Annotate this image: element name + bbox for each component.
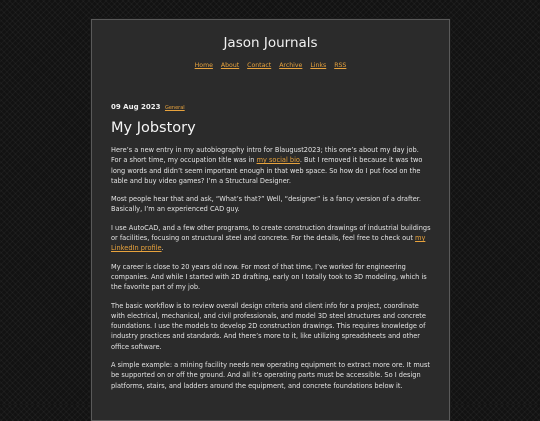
nav-contact-link[interactable]: Contact <box>247 62 272 69</box>
social-bio-link[interactable]: my social bio <box>256 156 300 165</box>
blog-post <box>92 103 449 391</box>
linkedin-profile-link[interactable]: my LinkedIn profile <box>111 234 426 253</box>
nav-about-link[interactable]: About <box>220 62 240 69</box>
nav-home-link[interactable]: Home <box>194 62 213 69</box>
post-date: 09 Aug 2023 <box>111 103 161 111</box>
post-paragraph: Most people hear that and ask, “What’s that?” Well, “designer” is a fancy version of a drafter. Basically, I’m an experienced CAD guy. <box>111 195 421 214</box>
page-container <box>91 19 450 421</box>
paragraph-text: Here’s a new entry in my autobiography intro for Blaugust2023; this one’s about my day job. For a short time, my occupation title was in <box>111 146 419 165</box>
post-paragraph: The basic workflow is to review overall design criteria and client info for a project, coordinate with electrical, mechanical, and civil professionals, and model 3D steel structures and concrete foundations. I use the models to develop 2D construction drawings. This requires knowledge of industry practices and standards. And there’s more to it, like utilizing spreadsheets and other office software. <box>111 301 426 351</box>
paragraph-text: . <box>161 244 164 253</box>
nav-rss-link[interactable]: RSS <box>334 62 347 69</box>
paragraph-text: . But I removed it because it was two long words and didn’t seem important enough in that web space. So how do I put food on the table and buy video games? I’m a Structural Designer. <box>111 156 423 185</box>
site-title: Jason Journals <box>223 35 318 51</box>
nav-archive-link[interactable]: Archive <box>279 62 303 69</box>
main-nav <box>92 62 449 69</box>
post-category-link[interactable]: General <box>164 105 185 111</box>
post-paragraph: My career is close to 20 years old now. For most of that time, I’ve worked for engineering companies. And while I started with 2D drafting, early on I totally took to 3D modeling, which is the favorite part of my job. <box>111 262 427 292</box>
post-meta <box>111 103 431 111</box>
nav-links-link[interactable]: Links <box>310 62 327 69</box>
post-paragraph <box>111 223 431 254</box>
post-paragraph: A simple example: a mining facility needs new operating equipment to extract more ore. It must be supported on or off the ground. And all it’s operating parts must be accessible. So I design platforms, stairs, and ladders around the equipment, and concrete foundations below it. <box>111 361 430 390</box>
paragraph-text: I use AutoCAD, and a few other programs, to create construction drawings of industrial buildings or facilities, focusing on structural steel and concrete. For the details, feel free to check out <box>111 223 431 243</box>
site-header <box>92 20 449 69</box>
post-paragraph <box>111 145 431 186</box>
post-title: My Jobstory <box>111 120 196 136</box>
